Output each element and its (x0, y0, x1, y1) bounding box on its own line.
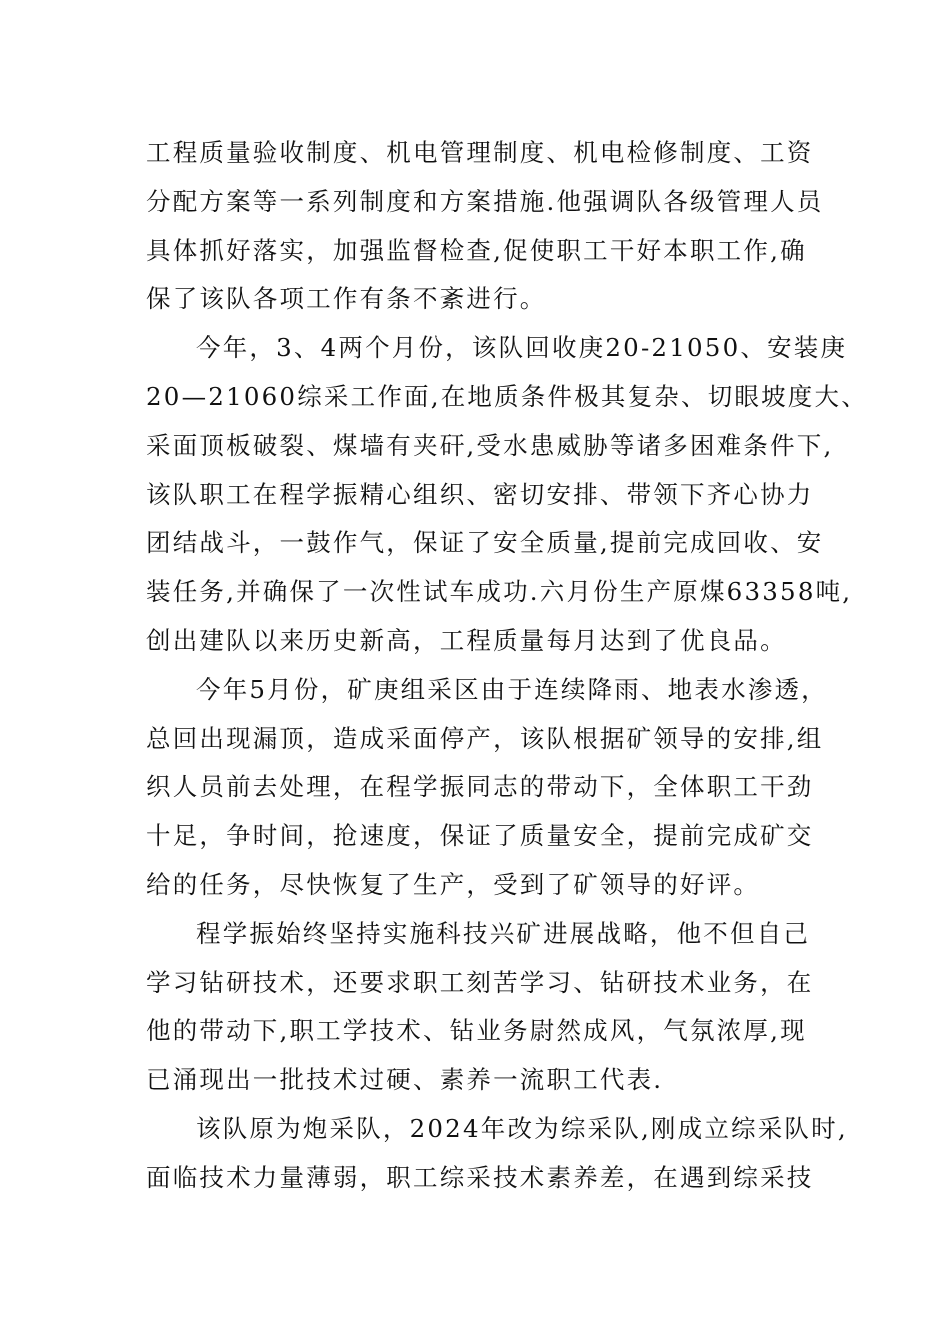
paragraph-first-line: 程学振始终坚持实施科技兴矿进展战略，他不但自己 (196, 918, 811, 948)
text-line: 十足，争时间，抢速度，保证了质量安全，提前完成矿交 (146, 821, 814, 851)
text-line: 创出建队以来历史新高，工程质量每月达到了优良品。 (146, 625, 787, 655)
text-line: 织人员前去处理，在程学振同志的带动下，全体职工干劲 (146, 772, 814, 802)
text-line: 给的任务，尽快恢复了生产，受到了矿领导的好评。 (146, 869, 761, 899)
text-line: 工程质量验收制度、机电管理制度、机电检修制度、工资 (146, 138, 814, 167)
text-line: 面临技术力量薄弱，职工综采技术素养差，在遇到综采技 (146, 1162, 814, 1192)
text-line: 团结战斗，一鼓作气，保证了安全质量,提前完成回收、安 (146, 528, 824, 558)
text-line: 保了该队各项工作有条不紊进行。 (146, 284, 547, 314)
text-line: 分配方案等一系列制度和方案措施.他强调队各级管理人员 (146, 186, 824, 216)
text-line: 总回出现漏顶，造成采面停产，该队根据矿领导的安排,组 (146, 723, 824, 753)
paragraph-first-line: 今年，3、4两个月份，该队回收庚20-21050、安装庚 (196, 333, 848, 363)
text-line: 采面顶板破裂、煤墙有夹矸,受水患威胁等诸多困难条件下, (146, 430, 834, 460)
paragraph-first-line: 该队原为炮采队，2024年改为综采队,刚成立综采队时, (196, 1113, 848, 1143)
text-line: 学习钻研技术，还要求职工刻苦学习、钻研技术业务，在 (146, 967, 814, 997)
text-line: 具体抓好落实，加强监督检查,促使职工干好本职工作,确 (146, 235, 807, 265)
text-line: 他的带动下,职工学技术、钻业务尉然成风，气氛浓厚,现 (146, 1016, 807, 1046)
document-body (146, 129, 868, 1203)
text-line: 20—21060综采工作面,在地质条件极其复杂、切眼坡度大、 (146, 381, 868, 411)
paragraph-first-line: 今年5月份，矿庚组采区由于连续降雨、地表水渗透， (196, 674, 828, 704)
text-line: 该队职工在程学振精心组织、密切安排、带领下齐心协力 (146, 479, 814, 509)
text-line: 已涌现出一批技术过硬、素养一流职工代表. (146, 1065, 664, 1095)
text-line: 装任务,并确保了一次性试车成功.六月份生产原煤63358吨, (146, 577, 853, 607)
